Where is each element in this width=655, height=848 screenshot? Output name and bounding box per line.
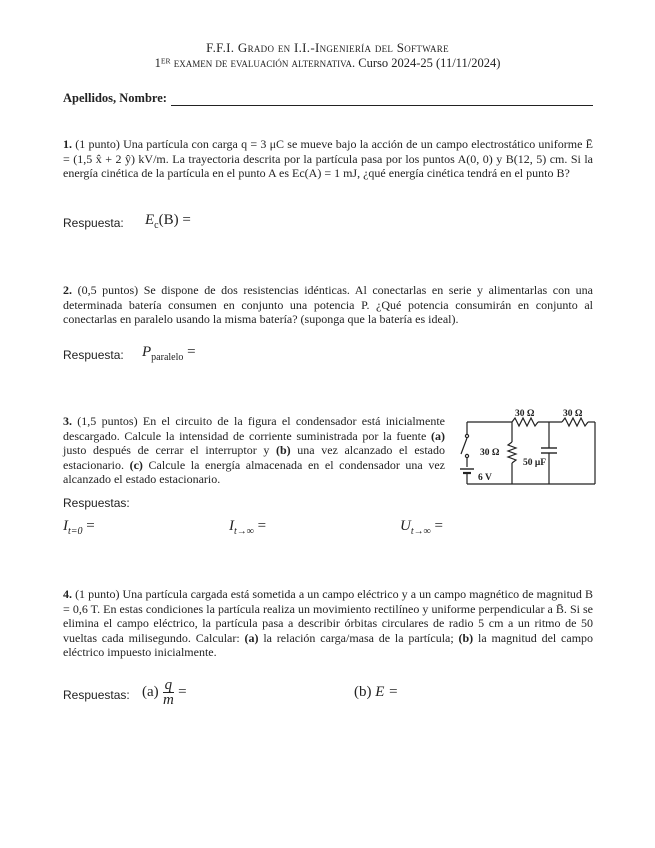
q4-ans-a-label: (a) [142,684,159,700]
question-4 [63,587,593,660]
question-1-text: (1 punto) Una partícula con carga q = 3 μC se mueve bajo la acción de un campo electrostático uniforme Ē = (1,5 x̂ + 2 ŷ) kV/m. La trayectoria descrita por la partícula pasa por los puntos A(0, 0) y B(12, 5) cm. Si la energía cinética de la partícula en el punto A es Ec(A) = 1 mJ, ¿qué energía cinética tendrá en el punto B? [63,137,594,181]
q4-fraction [163,678,175,707]
exam-ordinal: 1ᴱᴿ [154,56,171,70]
question-1 [63,137,593,181]
q2-expr-main: P [142,344,152,360]
question-2-answer-label: Respuesta: [63,348,124,362]
question-2 [63,283,593,327]
question-3 [63,414,445,487]
resistor-top-right [562,418,588,426]
exam-type: examen de evaluación alternativa. [173,56,356,70]
q1-expr-rest: (B) = [158,212,191,228]
question-4-text-b: la relación carga/masa de la partícula; [263,630,454,645]
question-3-text-d: Calcule la energía almacenada en el condensador una vez alcanzado el estado estacionario. [63,457,446,487]
q3-ans3-main: U [400,518,411,534]
q3-ans3-equals: = [434,518,443,534]
label-r-top-right: 30 Ω [563,409,583,419]
label-capacitor: 50 μF [523,458,547,468]
question-3-text-c: una vez alcanzado el estado estacionario. [63,443,445,472]
question-3-answer-2[interactable] [229,518,266,537]
q3-ans1-sub: t=0 [68,526,83,537]
question-2-text: (0,5 puntos) Se dispone de dos resistencias idénticas. Al conectarlas en serie y alimentarlas con una determinada batería consumen en conjunto una potencia P. ¿Qué potencia consumirán en conjunto al conectarlas en paralelo usando la misma batería? (suponga que la batería es ideal). [63,283,594,327]
resistor-top-left [512,418,538,426]
question-3-text-b: justo después de cerrar el interruptor y [63,443,270,458]
question-2-number: 2. [63,283,72,297]
question-4-number: 4. [63,587,72,601]
q3-ans3-sub: t→∞ [410,526,431,537]
q2-expr-sub: paralelo [151,352,184,363]
circuit-diagram [455,404,600,490]
switch-terminal-bottom [465,454,468,457]
question-4-text-c: la magnitud del campo eléctrico impuesto inicialmente. [63,630,594,660]
question-4-part-a: (a) [244,630,259,645]
label-battery: 6 V [478,473,492,483]
q3-ans2-main: I [229,518,234,534]
question-1-number: 1. [63,137,72,151]
q4-ans-b-label: (b) [354,684,372,700]
question-4-answers-label: Respuestas: [63,688,130,702]
q3-ans1-equals: = [86,518,95,534]
q3-ans2-equals: = [257,518,267,534]
question-1-answer-label: Respuesta: [63,216,124,230]
question-3-number: 3. [63,414,72,428]
q4-ans-a-equals: = [178,684,187,700]
question-3-text-a: (1,5 puntos) En el circuito de la figura el condensador está inicialmente descargado. Calcule la intensidad de corriente suministrada por la fuente [63,414,446,443]
question-1-answer-expression[interactable] [145,212,191,231]
question-2-answer-expression[interactable] [142,344,196,363]
question-4-part-b: (b) [458,630,474,645]
exam-course-date: Curso 2024-25 (11/11/2024) [358,56,501,70]
name-label: Apellidos, Nombre: [63,91,167,105]
q1-expr-main: E [145,212,155,228]
question-3-answer-1[interactable] [63,518,95,537]
q4-fraction-denominator: m [162,692,174,708]
switch-blade [461,438,467,454]
question-4-answer-a[interactable] [142,678,187,707]
question-3-part-c: (c) [129,457,143,472]
question-3-part-b: (b) [275,443,291,458]
q1-expr-sub: c [154,220,159,231]
exam-header-title: F.F.I. Grado en I.I.-Ingeniería del Software [206,40,449,55]
q4-ans-b-expr: E = [375,684,399,700]
switch-terminal-top [465,434,468,437]
label-r-middle: 30 Ω [480,448,500,458]
question-4-answer-b[interactable] [354,684,398,701]
resistor-middle [508,442,516,463]
exam-header-subtitle [0,56,655,71]
label-r-top-left: 30 Ω [515,409,535,419]
q3-ans2-sub: t→∞ [234,526,254,537]
q3-ans1-main: I [63,518,68,534]
question-3-part-a: (a) [431,428,445,443]
question-3-answer-3[interactable] [400,518,443,537]
q4-fraction-numerator: q [164,677,173,693]
name-field[interactable] [63,90,593,106]
q2-expr-rest: = [187,344,196,360]
question-4-text-a: (1 punto) Una partícula cargada está sometida a un campo eléctrico y a un campo magnético de magnitud B = 0,6 T. En estas condiciones la partícula realiza un movimiento rectilíneo y uniforme perpendicular a B̄. Si se elimina el campo eléctrico, la partícula pasa a describir órbitas circulares de radio 5 cm a un ritmo de 50 vueltas cada milisegundo. Calcular: [63,587,593,645]
question-3-answers-label: Respuestas: [63,496,130,510]
name-underline[interactable] [171,93,593,106]
